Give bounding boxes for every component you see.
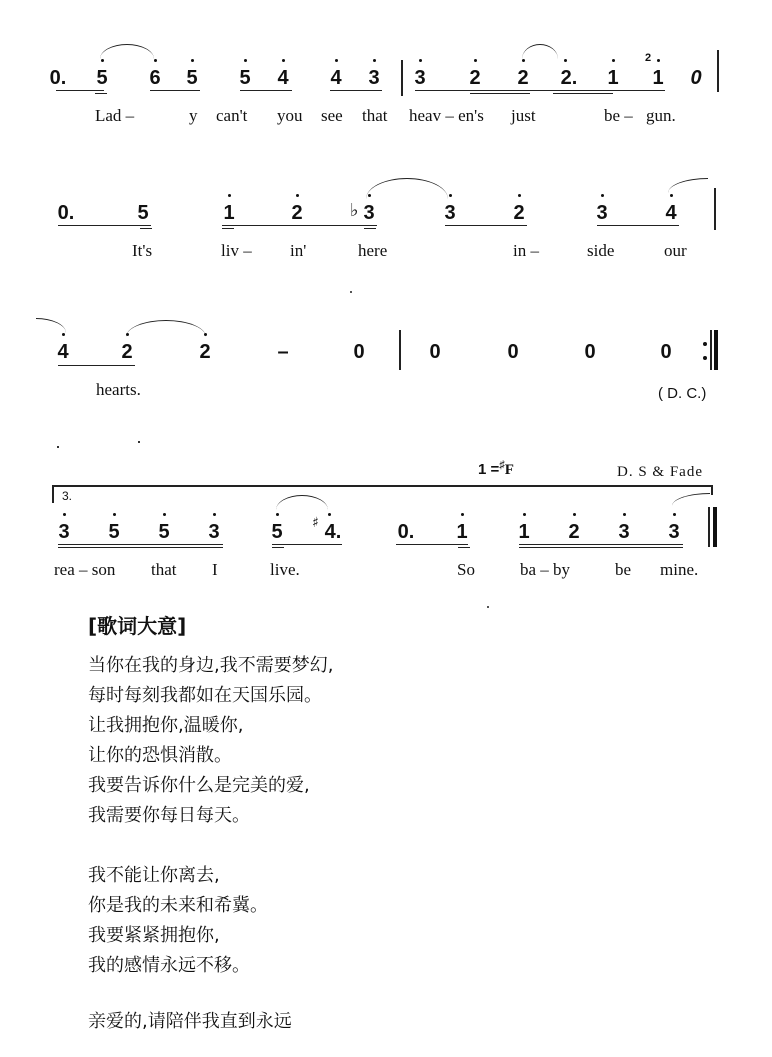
note: 0 xyxy=(660,341,672,363)
beam xyxy=(597,225,679,226)
note: 3 xyxy=(364,68,384,88)
note: 1 xyxy=(648,68,668,88)
lyric: ba – by xyxy=(520,560,571,579)
note: 0 xyxy=(507,341,519,363)
translation-line: 我需要你每日每天。 xyxy=(88,805,250,826)
note: 1 xyxy=(219,203,239,223)
end-repeat-barline xyxy=(714,330,718,370)
beam xyxy=(272,547,284,548)
beam xyxy=(458,547,470,548)
beam xyxy=(58,225,151,226)
note: 4 xyxy=(661,203,681,223)
ending-label: 3. xyxy=(62,489,73,503)
lyric: that xyxy=(151,560,177,579)
note: 4 xyxy=(53,342,73,362)
note: 1 xyxy=(452,522,472,542)
lyric: our xyxy=(664,241,687,260)
note: 2 xyxy=(287,203,307,223)
lyric: can't xyxy=(216,106,248,125)
lyric: It's xyxy=(132,241,153,260)
note: 0. xyxy=(57,202,75,224)
note: 4. xyxy=(320,522,346,542)
slur xyxy=(126,320,206,337)
tie xyxy=(668,178,708,193)
lyric: y xyxy=(189,106,198,125)
beam xyxy=(364,228,376,229)
beam xyxy=(272,544,342,545)
translation-line: 让我拥抱你,温暖你, xyxy=(88,715,244,736)
lyric: So xyxy=(457,560,475,579)
flat-sign: ♭ xyxy=(350,200,359,221)
beam xyxy=(519,547,683,548)
tie xyxy=(36,318,66,333)
note: 5 xyxy=(235,68,255,88)
barline xyxy=(401,60,403,96)
note: 0. xyxy=(49,67,67,89)
beam xyxy=(330,90,382,91)
speck xyxy=(138,441,140,443)
note: 3 xyxy=(410,68,430,88)
ds-fade-marking: D. S & Fade xyxy=(617,464,703,480)
beam xyxy=(58,365,135,366)
note: 3 xyxy=(204,522,224,542)
lyric: I xyxy=(212,560,218,579)
translation-line: 当你在我的身边,我不需要梦幻, xyxy=(88,655,334,676)
lyric: side xyxy=(587,241,615,260)
lyric: here xyxy=(358,241,388,260)
note: 4 xyxy=(273,68,293,88)
note: 1 xyxy=(514,522,534,542)
note: 5 xyxy=(137,202,149,224)
translation-line: 你是我的未来和希冀。 xyxy=(88,895,268,916)
slur xyxy=(522,44,558,59)
translation-line: 我不能让你离去, xyxy=(88,865,220,886)
note: 0 xyxy=(584,341,596,363)
note: 5 xyxy=(104,522,124,542)
note: 2 xyxy=(117,342,137,362)
note: 5 xyxy=(182,68,202,88)
note: 0 xyxy=(429,341,441,363)
beam xyxy=(58,547,223,548)
ending-bracket xyxy=(52,485,54,503)
note: 2. xyxy=(556,68,582,88)
note: 2 xyxy=(195,342,215,362)
speck xyxy=(487,606,489,608)
repeat-dot xyxy=(703,356,707,360)
note: 3 xyxy=(359,203,379,223)
note: 2 xyxy=(513,68,533,88)
lyric: see xyxy=(321,106,343,125)
beam xyxy=(95,93,107,94)
note: 1 xyxy=(603,68,623,88)
barline xyxy=(710,330,712,370)
note: 2 xyxy=(465,68,485,88)
note: 0 xyxy=(353,341,365,363)
lyric: liv – xyxy=(221,241,252,260)
lyric: that xyxy=(362,106,388,125)
lyric: be – xyxy=(604,106,633,125)
lyric: heav – en's xyxy=(409,106,484,125)
note: 5 xyxy=(267,522,287,542)
lyric: live. xyxy=(270,560,300,579)
section-title: [歌词大意] xyxy=(88,614,187,638)
ending-bracket xyxy=(711,485,713,495)
lyric: you xyxy=(277,106,303,125)
note: 3 xyxy=(614,522,634,542)
beam xyxy=(553,93,613,94)
barline xyxy=(708,507,710,547)
note: 3 xyxy=(440,203,460,223)
repeat-dot xyxy=(703,342,707,346)
lyric: mine. xyxy=(660,560,699,579)
final-barline xyxy=(713,507,717,547)
speck xyxy=(350,291,352,293)
speck xyxy=(57,446,59,448)
note: 5 xyxy=(154,522,174,542)
beam xyxy=(222,228,234,229)
translation-line-cut: 亲爱的,请陪伴我直到永远 xyxy=(88,1011,292,1032)
beam xyxy=(396,544,468,545)
grace-note: 2 xyxy=(645,52,652,64)
lyric: rea – son xyxy=(54,560,116,579)
beam xyxy=(240,90,292,91)
note: 0 xyxy=(690,67,702,89)
sharp-sign: ♯ xyxy=(312,515,319,531)
lyric: hearts. xyxy=(96,380,141,399)
beam xyxy=(140,228,152,229)
note: 2 xyxy=(509,203,529,223)
barline xyxy=(399,330,401,370)
slur xyxy=(366,178,448,199)
note: 3 xyxy=(54,522,74,542)
translation-line: 每时每刻我都如在天国乐园。 xyxy=(88,685,322,706)
ending-bracket xyxy=(52,485,712,487)
lyric: be xyxy=(615,560,632,579)
note: 0. xyxy=(397,521,415,543)
note: 3 xyxy=(664,522,684,542)
barline xyxy=(717,50,719,92)
note: 2 xyxy=(564,522,584,542)
note: 4 xyxy=(326,68,346,88)
translation-line: 我要紧紧拥抱你, xyxy=(88,925,220,946)
dc-marking: ( D. C.) xyxy=(658,385,707,402)
tie xyxy=(672,493,710,506)
beam xyxy=(222,225,377,226)
slur xyxy=(100,44,154,59)
beam xyxy=(415,90,665,91)
dash: – xyxy=(277,341,289,363)
beam xyxy=(58,544,223,545)
slur xyxy=(276,495,328,510)
barline xyxy=(714,188,716,230)
lyric: in – xyxy=(513,241,539,260)
note: 5 xyxy=(92,68,112,88)
translation-line: 我的感情永远不移。 xyxy=(88,955,250,976)
beam xyxy=(150,90,200,91)
lyric: in' xyxy=(290,241,307,260)
beam xyxy=(470,93,530,94)
beam xyxy=(519,544,683,545)
note: 6 xyxy=(145,68,165,88)
lyric: Lad – xyxy=(95,106,135,125)
beam xyxy=(56,90,104,91)
lyric: just xyxy=(511,106,536,125)
beam xyxy=(445,225,527,226)
note: 3 xyxy=(592,203,612,223)
translation-line: 让你的恐惧消散。 xyxy=(88,745,232,766)
key-change: 1 =♯F xyxy=(478,459,514,478)
lyric: gun. xyxy=(646,106,676,125)
translation-line: 我要告诉你什么是完美的爱, xyxy=(88,775,310,796)
